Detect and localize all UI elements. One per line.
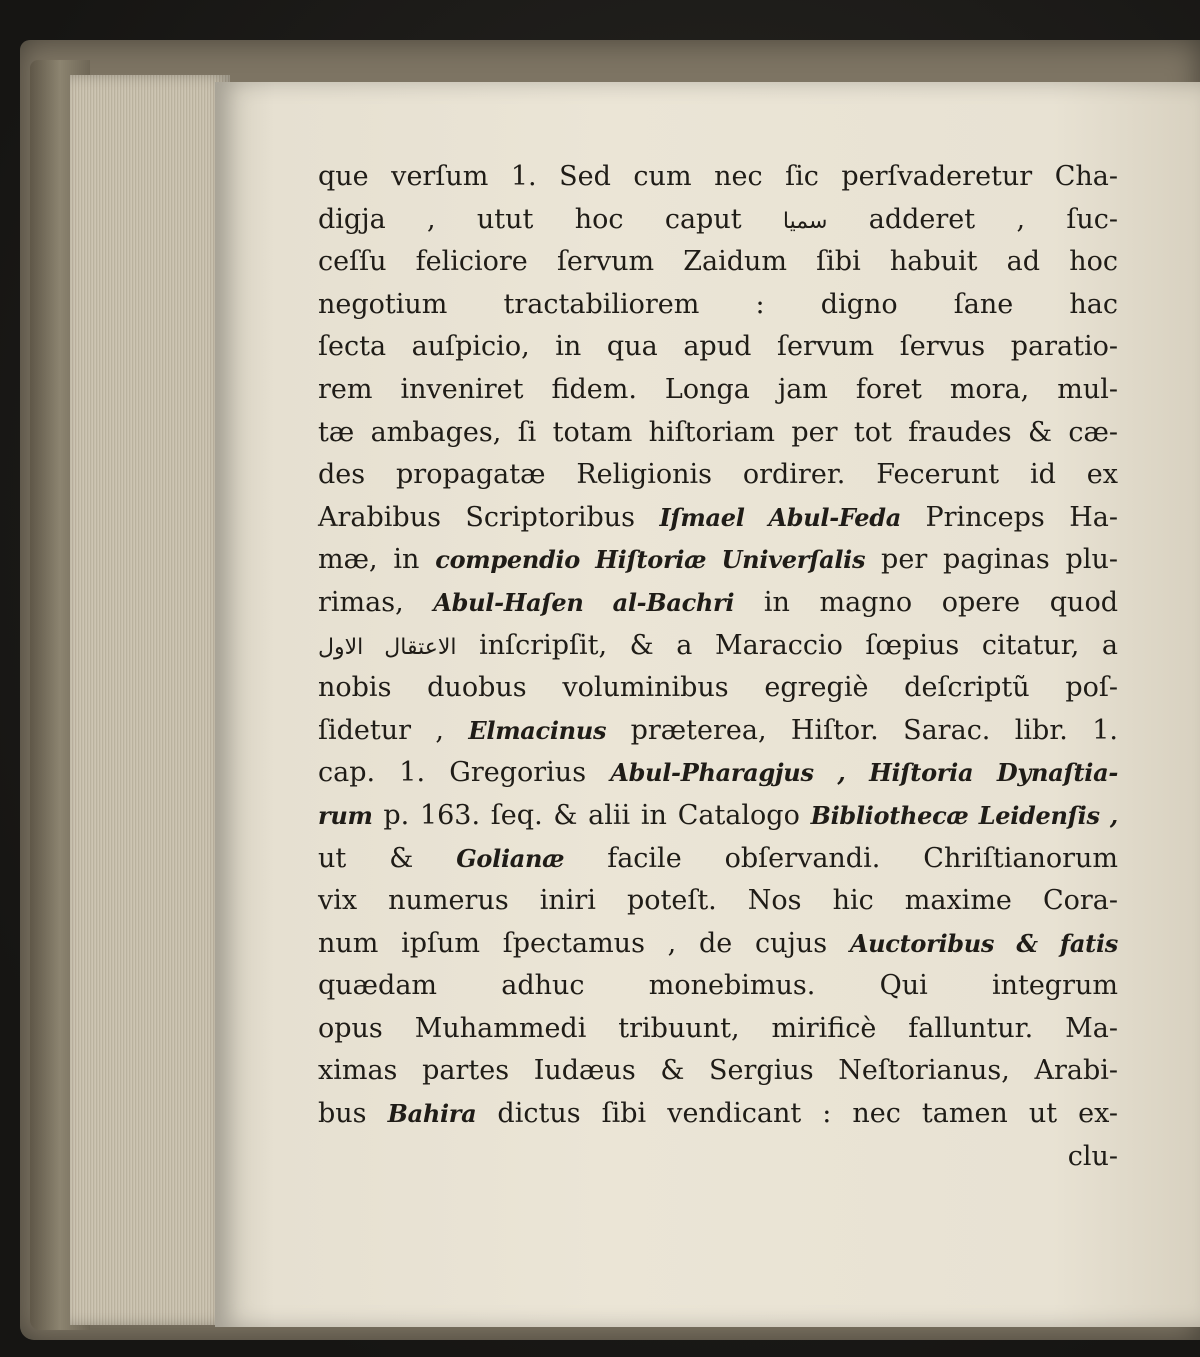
text-run: ut & — [318, 842, 457, 874]
text-run: adderet , ſuc- — [827, 203, 1118, 235]
text-run: num ipſum ſpectamus , de cujus — [318, 927, 850, 959]
italic-text: Auctoribus & fatis — [849, 928, 1118, 958]
text-run: rem inveniret fidem. Longa jam foret mora, mul- — [318, 373, 1118, 405]
text-run: opus Muhammedi tribuunt, mirificè falluntur. Ma- — [318, 1012, 1118, 1044]
text-run: quædam adhuc monebimus. Qui integrum — [318, 970, 1118, 1002]
text-line — [318, 1136, 1118, 1179]
text-run: ceſſu feliciore ſervum Zaidum ſibi habuit ad hoc — [318, 246, 1118, 278]
text-line — [318, 156, 1118, 199]
text-run: des propagatæ Religionis ordirer. Fecerunt id ex — [318, 459, 1118, 491]
text-run: Arabibus Scriptoribus — [318, 501, 660, 533]
text-run: p. 163. ſeq. & alii in Catalogo — [372, 799, 811, 831]
text-line — [318, 539, 1118, 582]
italic-text: rum — [318, 800, 373, 830]
text-run: in magno opere quod — [734, 586, 1118, 618]
italic-text: Bibliothecæ Leidenſis , — [810, 800, 1118, 830]
text-line — [318, 284, 1118, 327]
text-run: digja , utut hoc caput — [318, 203, 783, 235]
text-run: mæ, in — [318, 544, 436, 576]
text-run: tæ ambages, ſi totam hiſtoriam per tot fraudes & cæ- — [318, 416, 1118, 448]
text-run: inſcripſit, & a Maraccio ſœpius citatur, a — [456, 629, 1118, 661]
page-text — [318, 156, 1118, 1178]
text-line — [318, 199, 1118, 242]
text-line — [318, 1093, 1118, 1136]
text-line — [318, 923, 1118, 966]
text-run: negotium tractabiliorem : digno ſane hac — [318, 288, 1118, 320]
text-run: que verſum 1. Sed cum nec ſic perſvaderetur Cha- — [318, 161, 1118, 192]
text-run: Princeps Ha- — [901, 501, 1118, 533]
text-line — [318, 326, 1118, 369]
italic-text: Bahira — [387, 1099, 477, 1129]
text-line — [318, 582, 1118, 625]
text-run: bus — [318, 1098, 388, 1130]
text-run: ſidetur , — [318, 714, 469, 746]
text-run: rimas, — [318, 586, 434, 618]
text-line — [318, 1008, 1118, 1051]
text-run: clu- — [1067, 1140, 1118, 1172]
text-line — [318, 1050, 1118, 1093]
text-run: facile obſervandi. Chriſtianorum — [564, 842, 1118, 874]
text-run: cap. 1. Gregorius — [318, 757, 611, 789]
text-line — [318, 454, 1118, 497]
text-run: vix numerus iniri poteſt. Nos hic maxime Cora- — [318, 885, 1118, 917]
arabic-text: الاعتقال الاول — [318, 634, 457, 660]
text-run: præterea, Hiſtor. Sarac. libr. 1. — [606, 714, 1118, 746]
italic-text: Golianæ — [456, 843, 565, 873]
text-run: per paginas plu- — [865, 544, 1118, 576]
text-line — [318, 752, 1118, 795]
text-line — [318, 880, 1118, 923]
text-run: ſecta auſpicio, in qua apud ſervum ſervus paratio- — [318, 331, 1118, 363]
text-line — [318, 838, 1118, 881]
page-edges — [70, 75, 230, 1325]
text-line — [318, 965, 1118, 1008]
text-line — [318, 412, 1118, 455]
text-run: dictus ſibi vendicant : nec tamen ut ex- — [476, 1098, 1118, 1130]
text-run: ximas partes Iudæus & Sergius Neſtorianus, Arabi- — [318, 1055, 1118, 1087]
text-run: nobis duobus voluminibus egregiè deſcriptũ poſ- — [318, 672, 1118, 704]
italic-text: Abul-Haſen al-Bachri — [433, 587, 735, 617]
text-line — [318, 497, 1118, 540]
text-line — [318, 241, 1118, 284]
italic-text: Abul-Pharagjus , Hiſtoria Dynaſtia- — [610, 758, 1118, 788]
text-line — [318, 795, 1118, 838]
text-line — [318, 625, 1118, 668]
italic-text: compendio Hiſtoriæ Univerſalis — [435, 545, 866, 575]
italic-text: Elmacinus — [468, 715, 607, 745]
text-line — [318, 369, 1118, 412]
text-line — [318, 710, 1118, 753]
arabic-text: سميا — [782, 208, 828, 234]
italic-text: Iſmael Abul-Feda — [659, 502, 902, 532]
text-line — [318, 667, 1118, 710]
